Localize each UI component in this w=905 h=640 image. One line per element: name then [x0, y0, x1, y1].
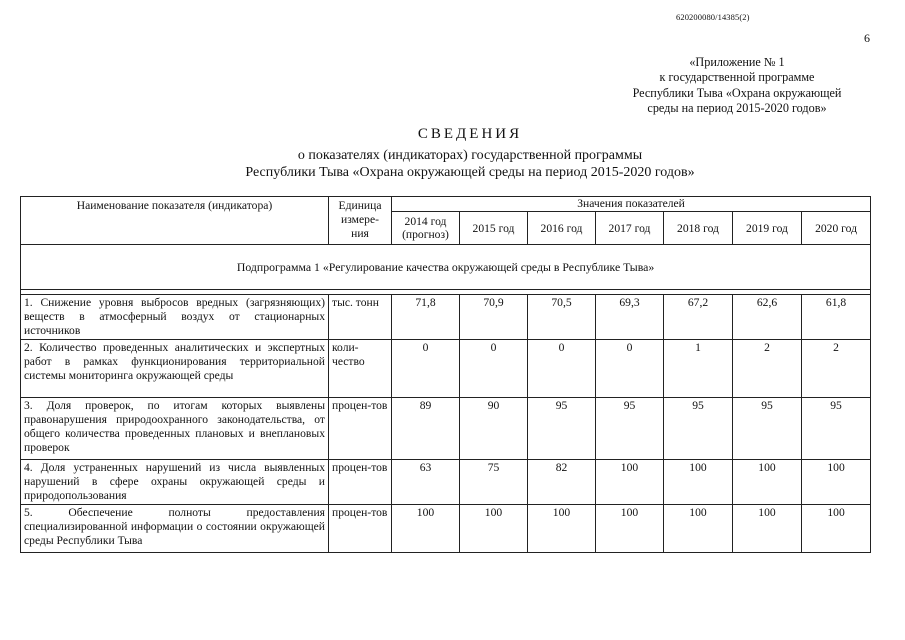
table-row	[21, 340, 871, 398]
header-unit-line: Единица	[338, 199, 382, 212]
indicator-value: 63	[392, 460, 460, 505]
indicator-value: 95	[802, 398, 871, 460]
indicator-name: 2. Количество проведенных аналитических и экспертных работ в рамках функционирования территориальной системы мониторинга окружающей среды	[21, 340, 329, 398]
indicator-value: 0	[392, 340, 460, 398]
indicator-value: 62,6	[733, 295, 802, 340]
header-unit-line: измере-	[341, 213, 379, 226]
header-values: Значения показателей	[392, 197, 871, 212]
header-year	[392, 212, 460, 245]
indicator-value: 1	[664, 340, 733, 398]
indicator-value: 90	[460, 398, 528, 460]
indicator-unit: процен-тов	[329, 398, 392, 460]
header-year: 2017 год	[596, 212, 664, 245]
indicator-value: 69,3	[596, 295, 664, 340]
header-year: 2016 год	[528, 212, 596, 245]
appendix-line: среды на период 2015-2020 годов»	[647, 101, 827, 116]
document-id: 620200080/14385(2)	[676, 12, 750, 22]
header-year: 2020 год	[802, 212, 871, 245]
indicator-value: 70,5	[528, 295, 596, 340]
header-year: 2018 год	[664, 212, 733, 245]
header-year-label: 2014 год	[404, 215, 447, 228]
header-year: 2019 год	[733, 212, 802, 245]
indicator-value: 95	[733, 398, 802, 460]
indicator-value: 100	[392, 505, 460, 553]
table-row	[21, 505, 871, 553]
document-subtitle: Республики Тыва «Охрана окружающей среды на период 2015-2020 годов»	[245, 165, 695, 180]
appendix-line: Республики Тыва «Охрана окружающей	[632, 85, 842, 100]
indicator-value: 100	[802, 460, 871, 505]
table-row	[21, 295, 871, 340]
appendix-note	[607, 55, 867, 117]
indicator-value: 100	[733, 460, 802, 505]
indicators-table	[20, 196, 871, 553]
indicator-value: 0	[528, 340, 596, 398]
indicator-value: 95	[664, 398, 733, 460]
page-number: 6	[864, 31, 870, 45]
indicator-unit: процен-тов	[329, 505, 392, 553]
indicator-value: 61,8	[802, 295, 871, 340]
table-header-row	[21, 197, 871, 212]
indicator-value: 100	[733, 505, 802, 553]
indicator-unit: тыс. тонн	[329, 295, 392, 340]
header-unit-line: ния	[351, 227, 369, 240]
indicator-value: 71,8	[392, 295, 460, 340]
indicator-name: 1. Снижение уровня выбросов вредных (загрязняющих) веществ в атмосферный воздух от стационарных источников	[21, 295, 329, 340]
indicator-value: 95	[528, 398, 596, 460]
indicator-value: 0	[460, 340, 528, 398]
indicator-unit: коли-чество	[329, 340, 392, 398]
indicator-value: 2	[802, 340, 871, 398]
header-year-note: (прогноз)	[402, 228, 449, 241]
table-row	[21, 398, 871, 460]
indicator-value: 100	[528, 505, 596, 553]
indicator-value: 95	[596, 398, 664, 460]
indicator-value: 100	[460, 505, 528, 553]
appendix-line: к государственной программе	[659, 70, 815, 85]
indicator-value: 100	[664, 505, 733, 553]
indicator-name: 3. Доля проверок, по итогам которых выявлены правонарушения природоохранного законодательства, от общего количества проведенных плановых и внеплановых проверок	[21, 398, 329, 460]
header-unit	[329, 197, 392, 245]
indicator-value: 100	[802, 505, 871, 553]
indicator-value: 67,2	[664, 295, 733, 340]
indicator-name: 4. Доля устраненных нарушений из числа выявленных нарушений в сфере охраны окружающей среды и природопользования	[21, 460, 329, 505]
subprogram-row	[21, 245, 871, 290]
indicator-value: 0	[596, 340, 664, 398]
document-title: СВЕДЕНИЯ	[417, 126, 523, 142]
table-row	[21, 460, 871, 505]
header-indicator-name: Наименование показателя (индикатора)	[21, 197, 329, 245]
indicator-value: 100	[596, 460, 664, 505]
indicator-value: 70,9	[460, 295, 528, 340]
indicator-value: 75	[460, 460, 528, 505]
indicator-name: 5. Обеспечение полноты предоставления специализированной информации о состоянии окружающей среды Республики Тыва	[21, 505, 329, 553]
indicator-value: 82	[528, 460, 596, 505]
subprogram-title: Подпрограмма 1 «Регулирование качества окружающей среды в Республике Тыва»	[21, 245, 871, 290]
appendix-line: «Приложение № 1	[689, 55, 785, 69]
indicator-value: 2	[733, 340, 802, 398]
document-subtitle: о показателях (индикаторах) государственной программы	[297, 148, 643, 163]
header-year: 2015 год	[460, 212, 528, 245]
indicator-value: 100	[596, 505, 664, 553]
indicator-unit: процен-тов	[329, 460, 392, 505]
indicator-value: 89	[392, 398, 460, 460]
indicator-value: 100	[664, 460, 733, 505]
